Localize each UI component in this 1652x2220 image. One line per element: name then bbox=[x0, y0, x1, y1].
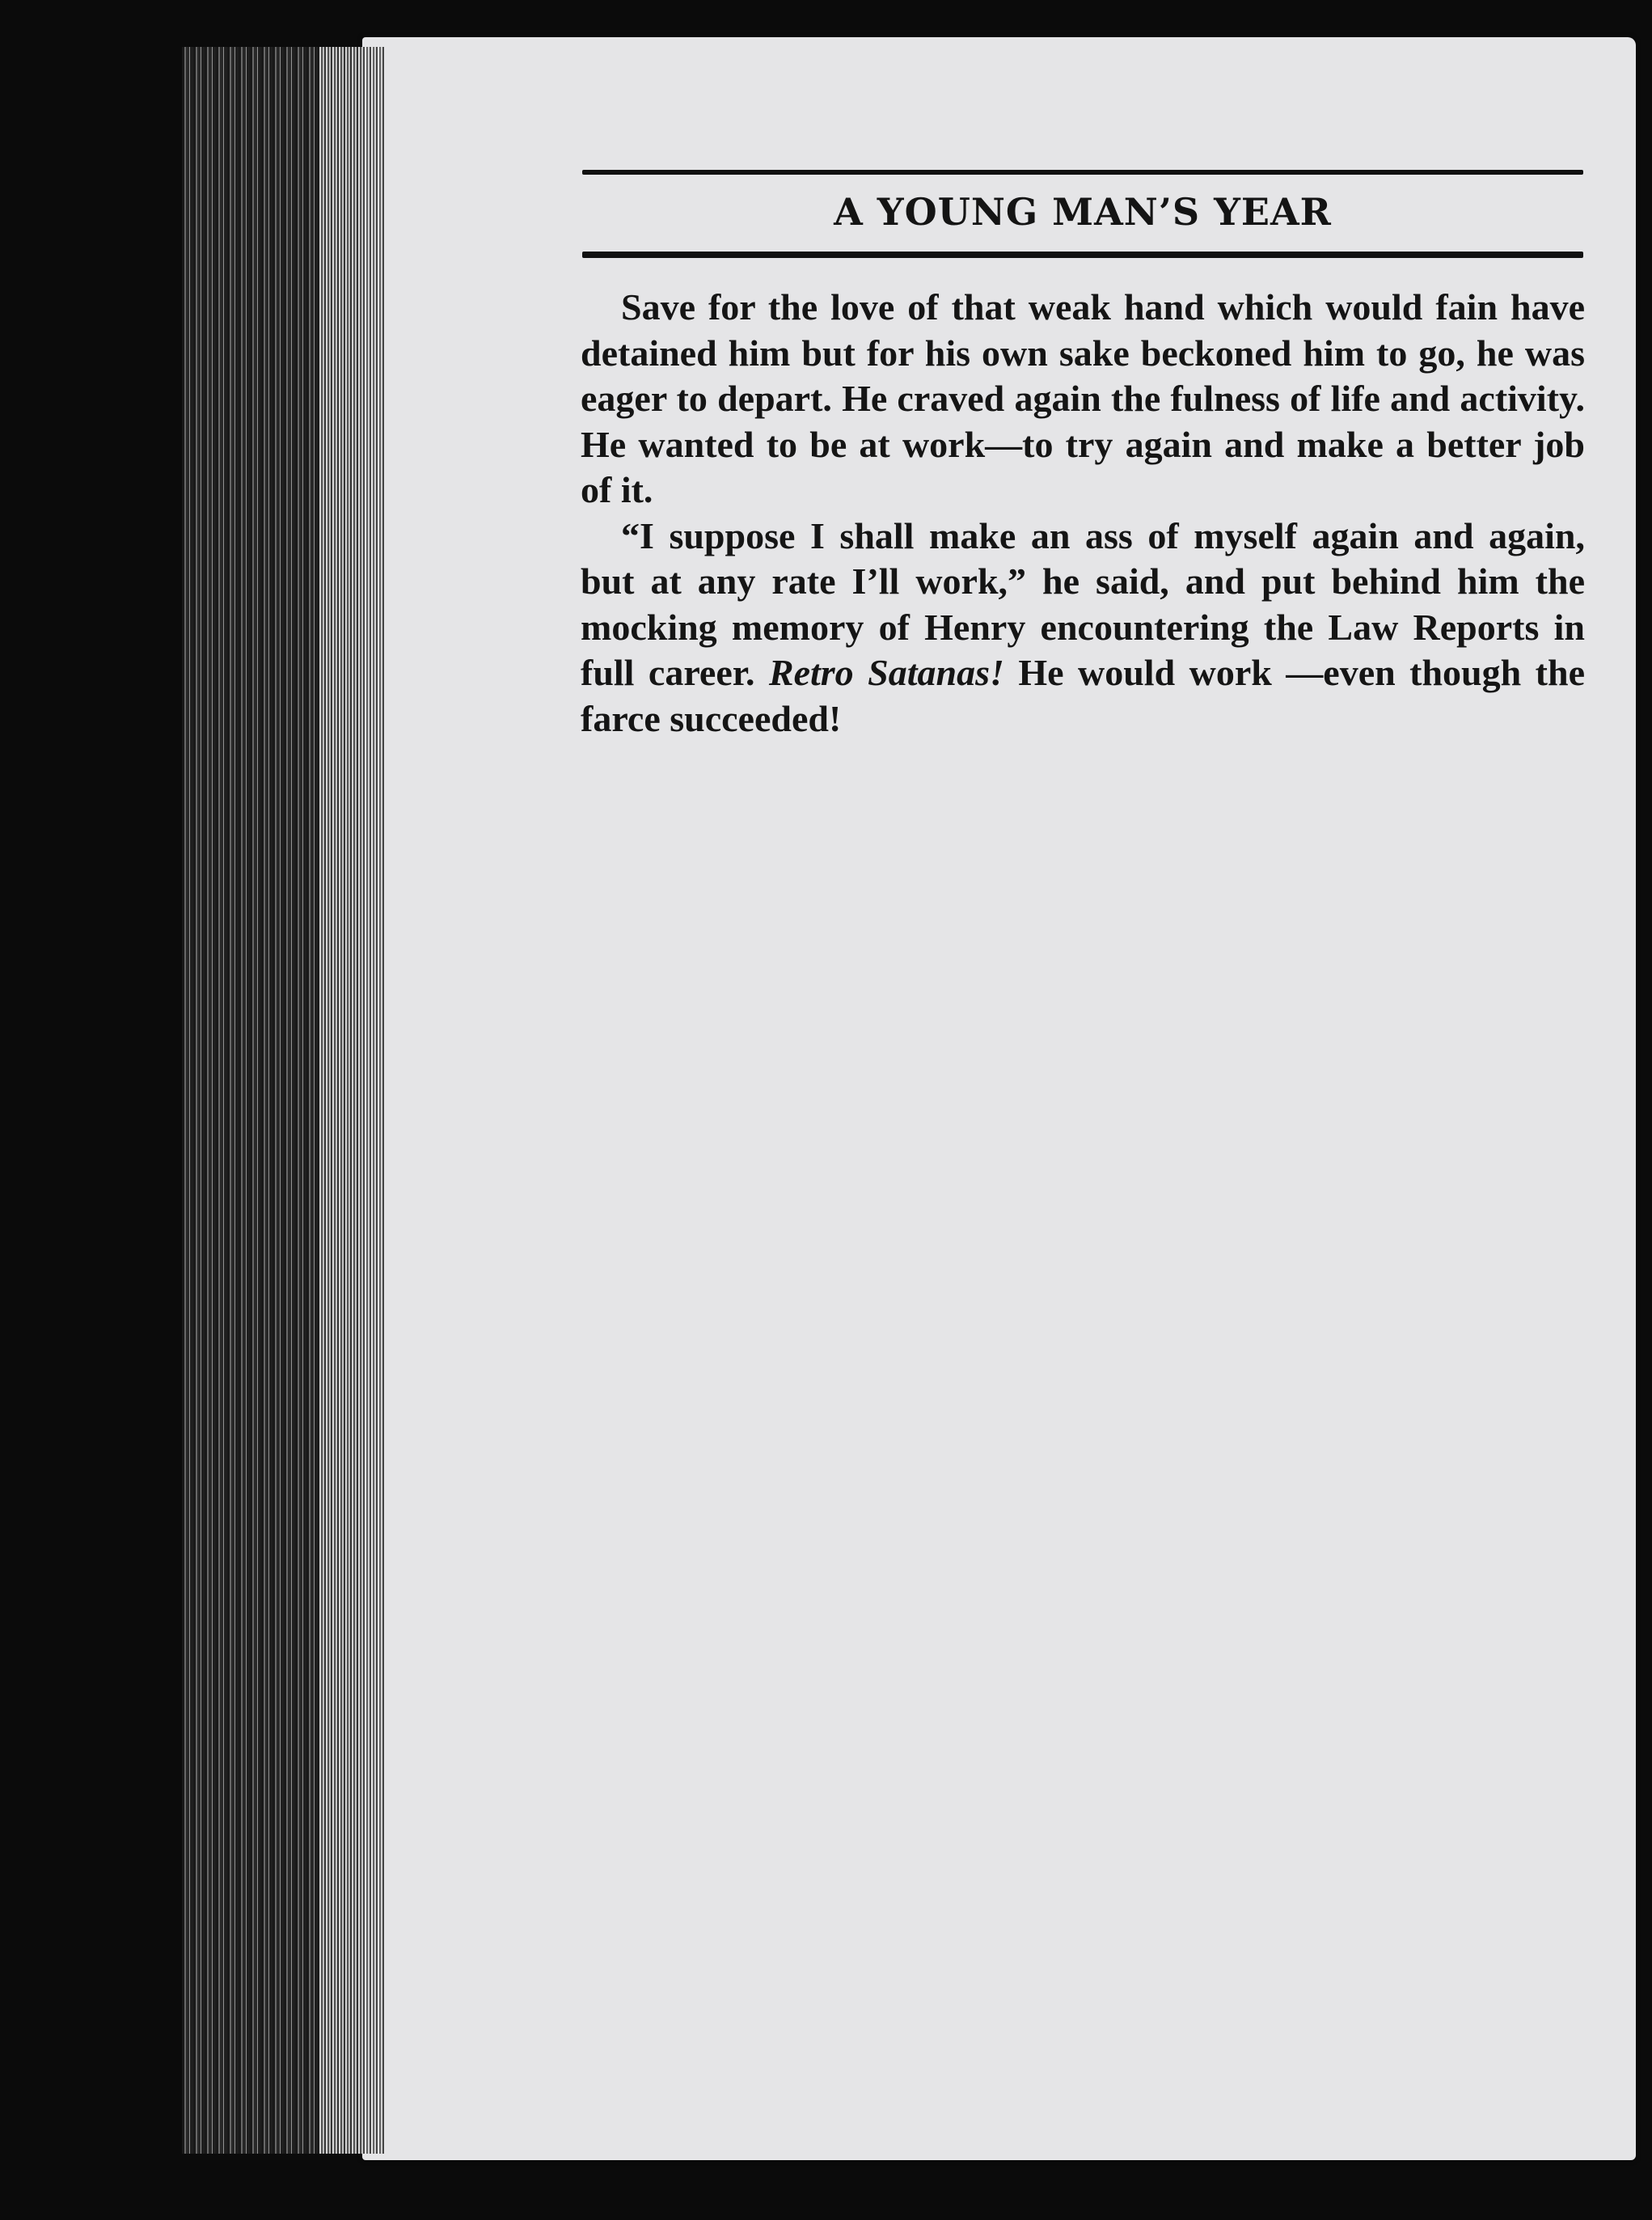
paragraph-1: Save for the love of that weak hand which would fain have detained him but for his own sake beckoned him to go, he was eager to depart. He craved again the fulness of life and activity. He wanted to be at work—to try again and make a better job of it. bbox=[581, 286, 1585, 510]
paragraph-2-italic-phrase: Retro Satanas! bbox=[768, 652, 1004, 693]
header-rule-top bbox=[582, 170, 1583, 175]
running-head: A YOUNG MAN’S YEAR bbox=[834, 190, 1332, 234]
page-edges-highlight bbox=[319, 47, 384, 2154]
paragraph-2 bbox=[581, 514, 1585, 742]
header-rule-bottom bbox=[582, 252, 1583, 258]
paragraph-2-start: “I suppose I shall make an ass of myself again and again, but at any rate I’ll work,” he said, and put behind him the mocking memory of Henry encountering the Law Reports in full career. bbox=[581, 514, 1585, 693]
body-text bbox=[581, 285, 1585, 742]
paragraph-2-end: He would work —even though the farce succeeded! bbox=[581, 652, 1585, 739]
